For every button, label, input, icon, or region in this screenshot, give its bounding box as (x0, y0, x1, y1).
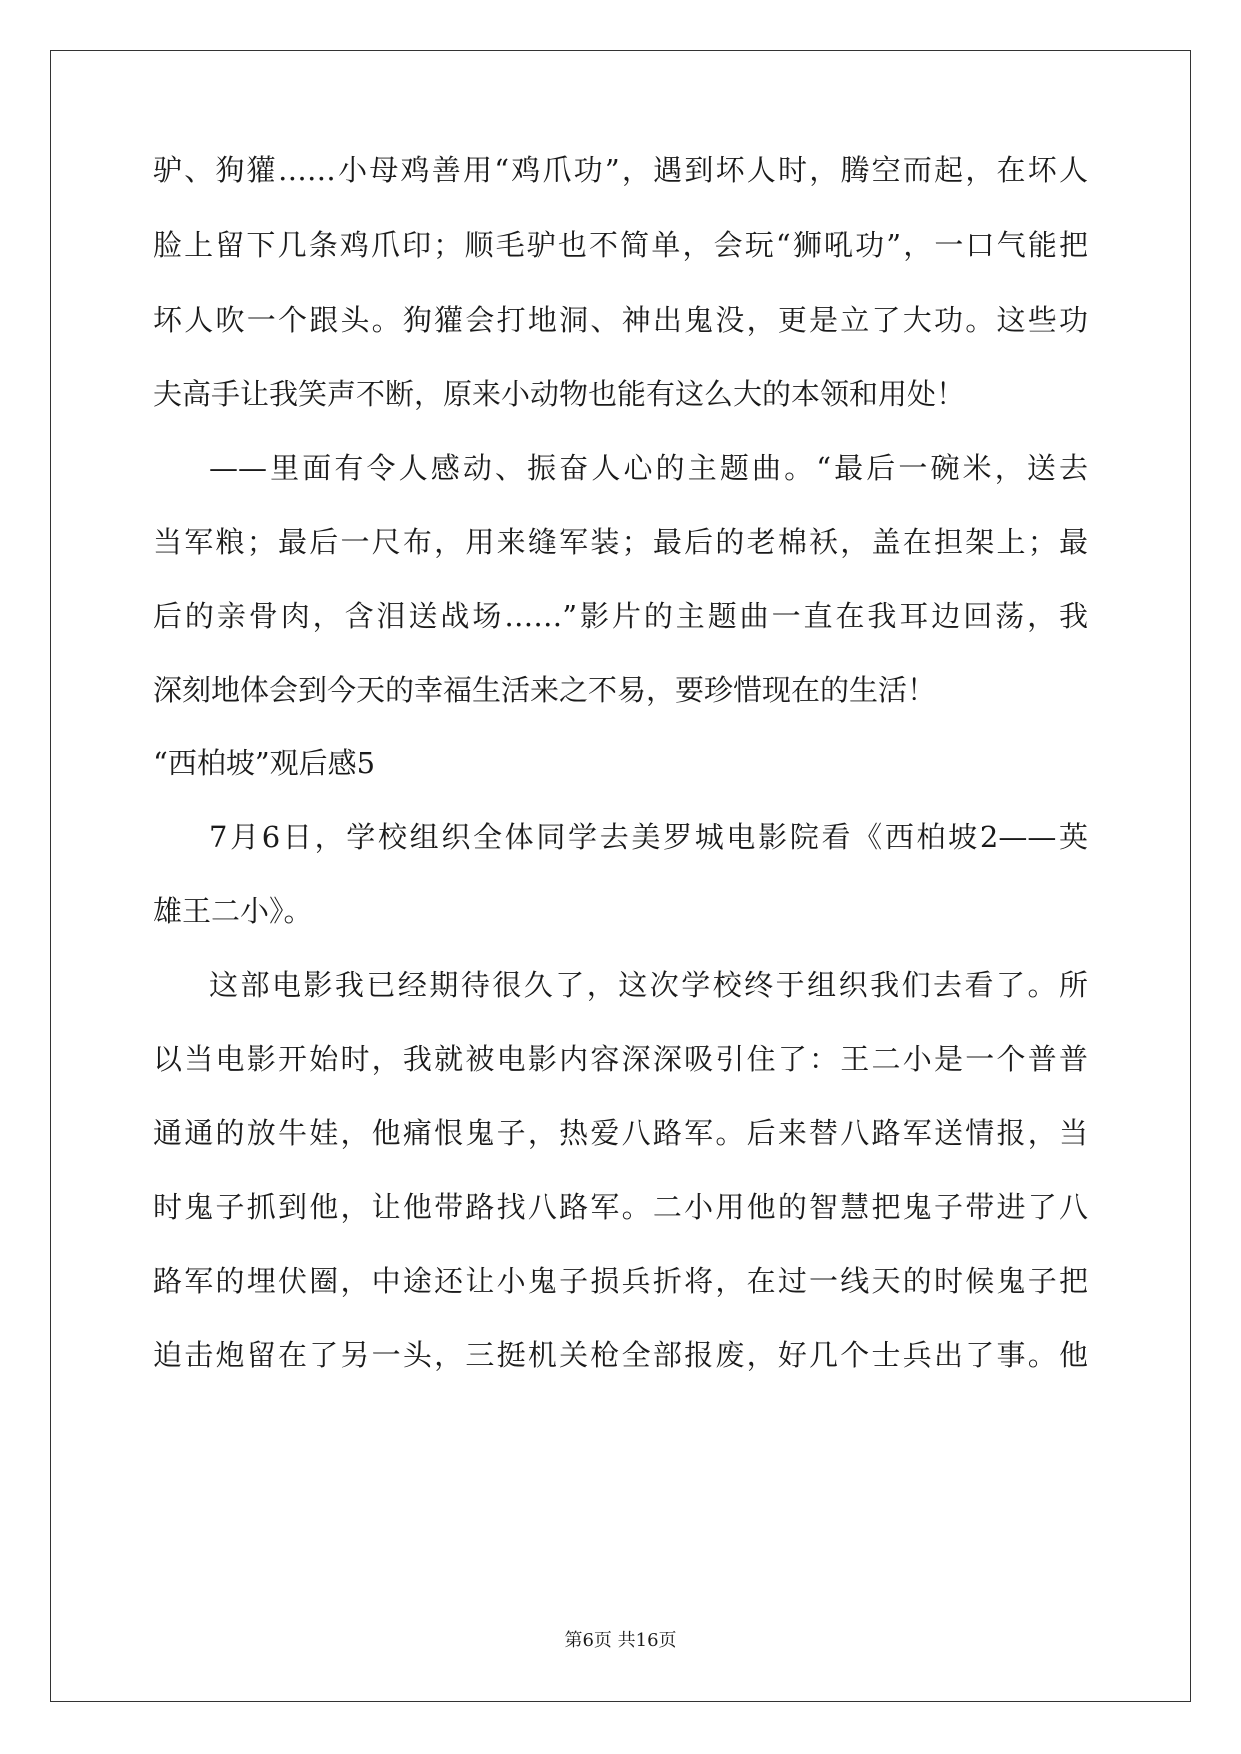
text-line: 以当电影开始时，我就被电影内容深深吸引住了：王二小是一个普普 (153, 1042, 1088, 1076)
text-line: 后的亲骨肉，含泪送战场……”影片的主题曲一直在我耳边回荡，我 (153, 599, 1088, 633)
text-line: 深刻地体会到今天的幸福生活来之不易，要珍惜现在的生活！ (153, 673, 937, 707)
paragraph-first-line: ——里面有令人感动、振奋人心的主题曲。“最后一碗米，送去 (209, 451, 1088, 485)
paragraph-first-line: 这部电影我已经期待很久了，这次学校终于组织我们去看了。所 (209, 968, 1088, 1002)
page-number-footer: 第6页 共16页 (564, 1630, 677, 1651)
text-line: 通通的放牛娃，他痛恨鬼子，热爱八路军。后来替八路军送情报，当 (153, 1116, 1088, 1150)
section-heading: “西柏坡”观后感5 (153, 746, 376, 780)
text-line: 夫高手让我笑声不断，原来小动物也能有这么大的本领和用处！ (153, 377, 966, 411)
paragraph-first-line: 7月6日，学校组织全体同学去美罗城电影院看《西柏坡2——英 (209, 820, 1088, 854)
text-line: 时鬼子抓到他，让他带路找八路军。二小用他的智慧把鬼子带进了八 (153, 1190, 1088, 1224)
text-line: 脸上留下几条鸡爪印；顺毛驴也不简单，会玩“狮吼功”，一口气能把 (153, 228, 1088, 262)
text-line: 路军的埋伏圈，中途还让小鬼子损兵折将，在过一线天的时候鬼子把 (153, 1264, 1088, 1298)
text-line: 坏人吹一个跟头。狗獾会打地洞、神出鬼没，更是立了大功。这些功 (153, 303, 1088, 337)
text-line: 迫击炮留在了另一头，三挺机关枪全部报废，好几个士兵出了事。他 (153, 1338, 1088, 1372)
text-line: 驴、狗獾……小母鸡善用“鸡爪功”，遇到坏人时，腾空而起，在坏人 (153, 153, 1088, 187)
text-line: 当军粮；最后一尺布，用来缝军装；最后的老棉袄，盖在担架上；最 (153, 525, 1088, 559)
text-line: 雄王二小》。 (153, 894, 313, 928)
